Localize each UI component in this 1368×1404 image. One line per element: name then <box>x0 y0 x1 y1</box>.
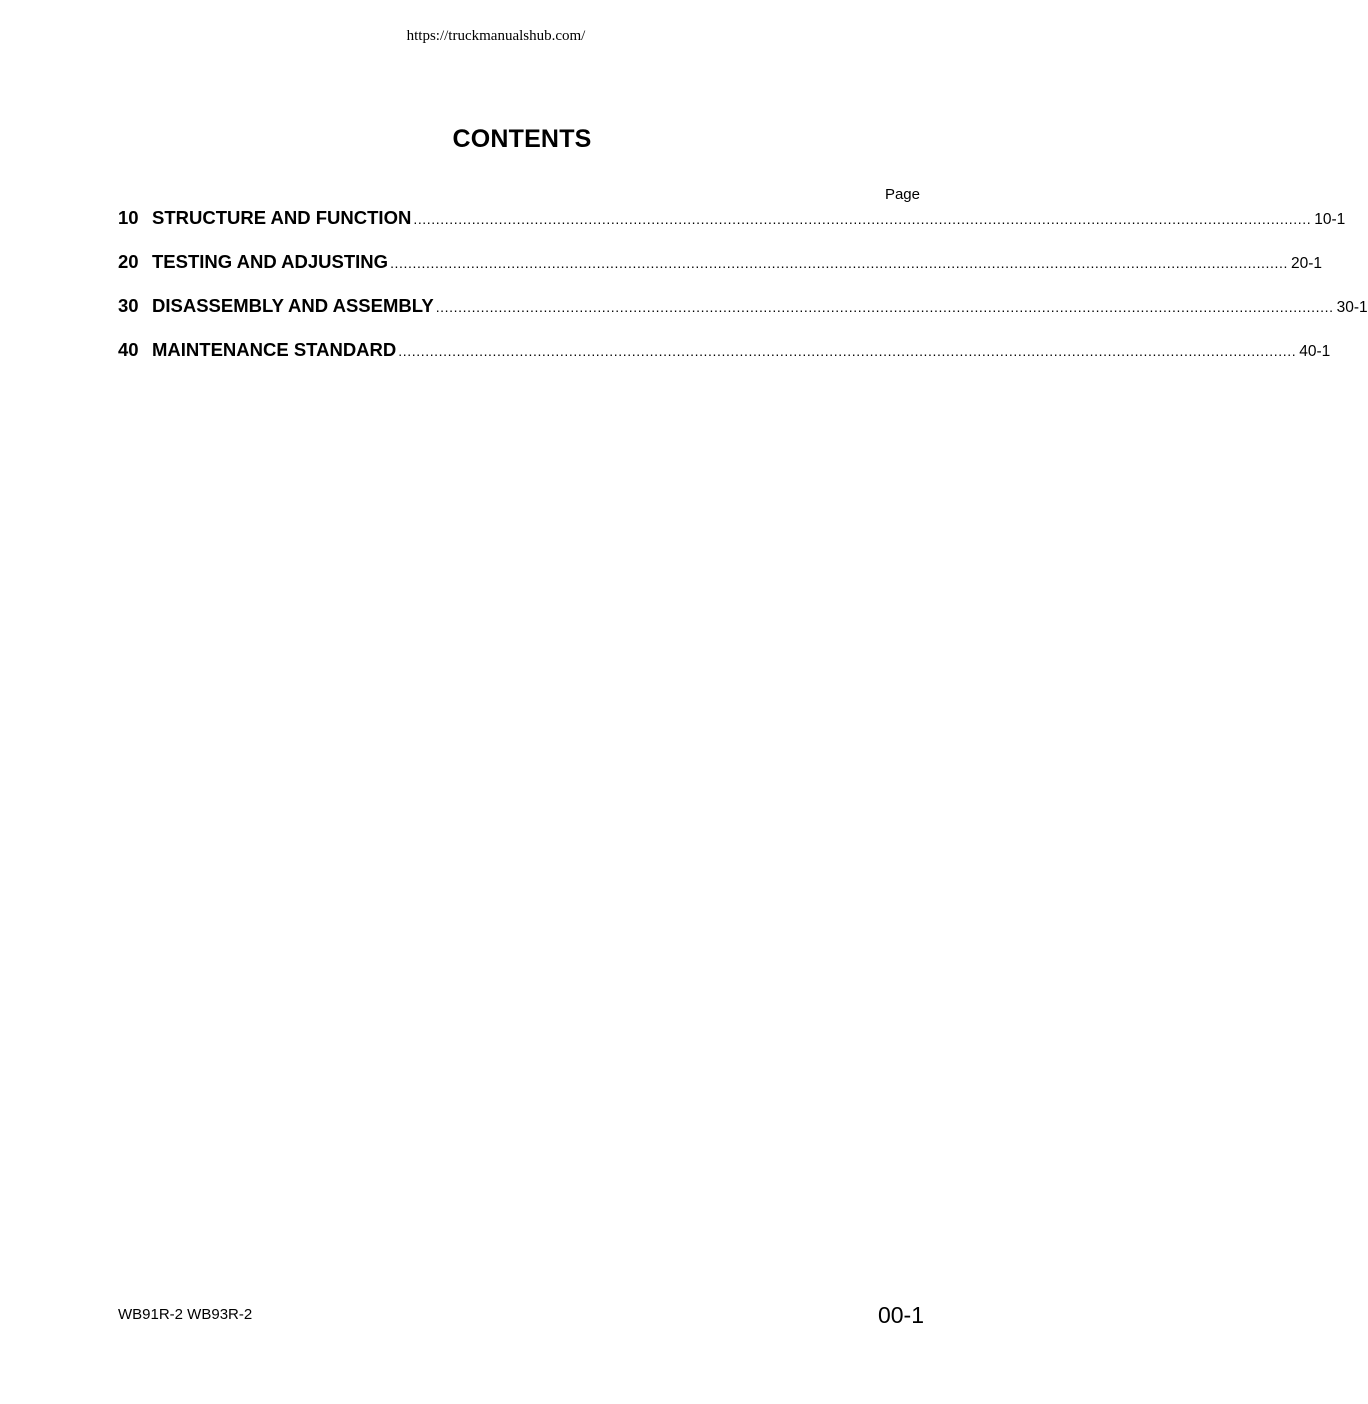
toc-entry-title: STRUCTURE AND FUNCTION <box>152 207 412 228</box>
toc-entry-number: 20 <box>118 251 139 272</box>
toc-entry-10[interactable] <box>118 207 1346 251</box>
toc-entry-number: 40 <box>118 339 139 360</box>
footer-page-number: 00-1 <box>877 1302 924 1328</box>
toc-leader-dots: ........................................................................................................................................................................................................ <box>398 343 1297 359</box>
toc-entry-title: TESTING AND ADJUSTING <box>152 251 389 272</box>
toc-entry-page: 30-1 <box>1336 299 1368 316</box>
toc-entry-number: 30 <box>118 295 139 316</box>
page-title: CONTENTS <box>452 125 592 153</box>
table-of-contents <box>118 207 1368 383</box>
header-url: https://truckmanualshub.com/ <box>406 28 586 44</box>
toc-entry-30[interactable] <box>118 295 1368 339</box>
toc-leader-dots: ........................................................................................................................................................................................................ <box>413 211 1312 227</box>
footer-model-names: WB91R-2 WB93R-2 <box>118 1306 253 1323</box>
toc-entry-number: 10 <box>118 207 139 228</box>
toc-entry-page: 20-1 <box>1291 255 1323 272</box>
toc-entry-40[interactable] <box>118 339 1331 383</box>
toc-entry-title: DISASSEMBLY AND ASSEMBLY <box>152 295 434 316</box>
toc-entry-page: 10-1 <box>1314 211 1346 228</box>
toc-leader-dots: ........................................................................................................................................................................................................ <box>435 299 1334 315</box>
toc-entry-page: 40-1 <box>1299 343 1331 360</box>
page-column-label: Page <box>884 186 920 203</box>
toc-entry-title: MAINTENANCE STANDARD <box>152 339 397 360</box>
toc-leader-dots: ........................................................................................................................................................................................................ <box>390 255 1288 271</box>
toc-entry-20[interactable] <box>118 251 1323 295</box>
